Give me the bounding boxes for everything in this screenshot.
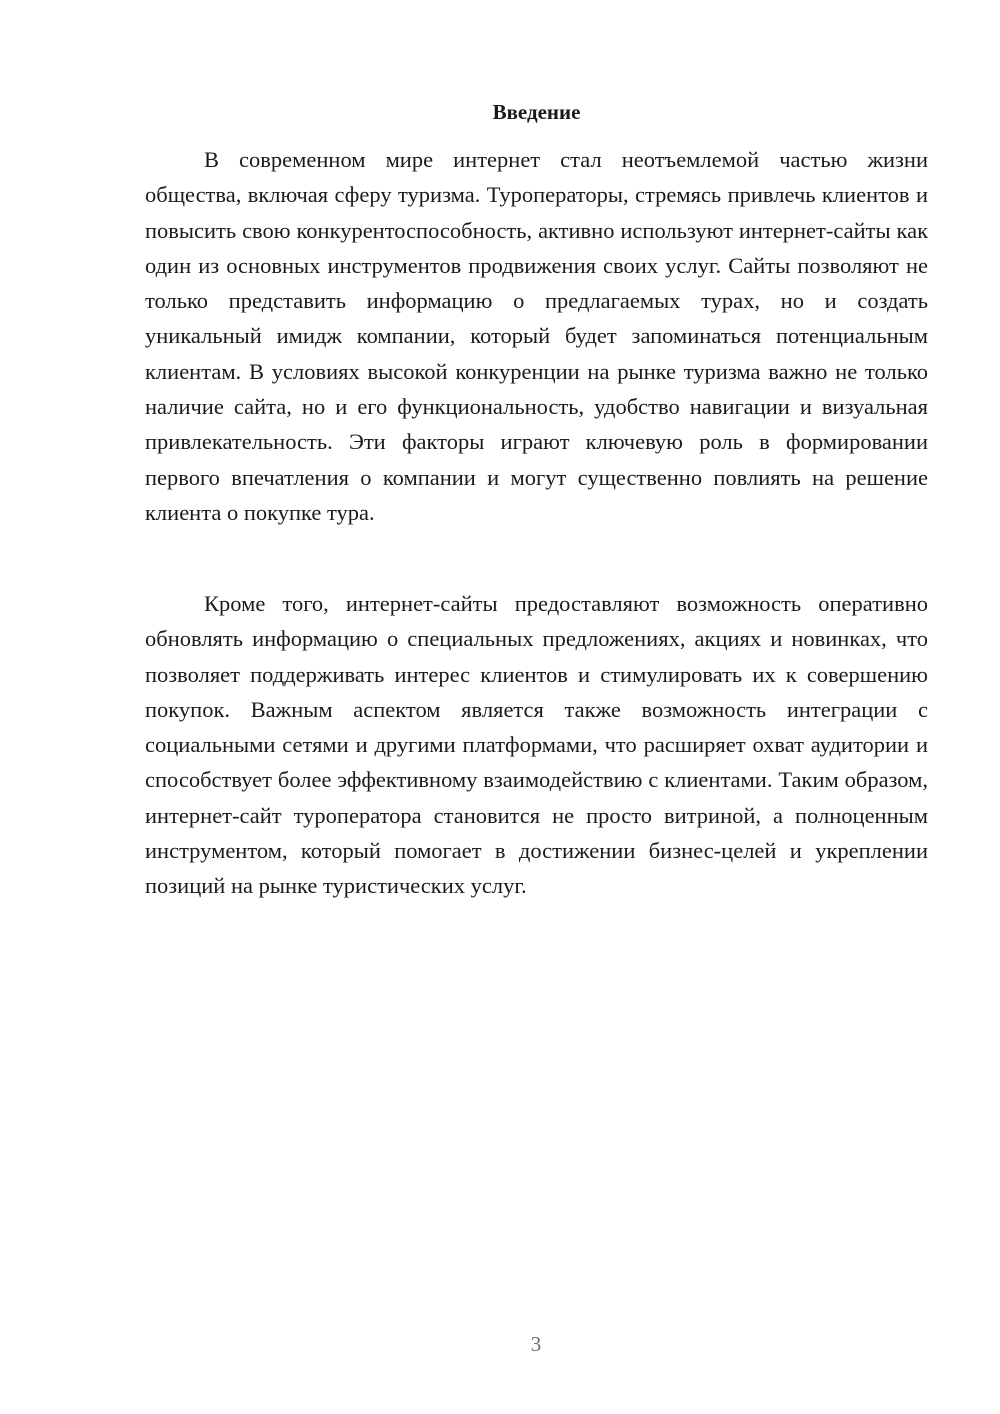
paragraph-2: Кроме того, интернет-сайты предоставляют возможность оперативно обновлять информацию о специальных предложениях, акциях и новинках, что позволяет поддерживать интерес клиентов и стимулировать их к совершению покупок. Важным аспектом является также возможность интеграции с социальными сетями и другими платформами, что расширяет охват аудитории и способствует более эффективному взаимодействию с клиентами. Таким образом, интернет-сайт туроператора становится не просто витриной, а полноценным инструментом, который помогает в достижении бизнес-целей и укреплении позиций на рынке туристических услуг.	[145, 591, 928, 899]
paragraph-1: В современном мире интернет стал неотъемлемой частью жизни общества, включая сферу туризма. Туроператоры, стремясь привлечь клиентов и повысить свою конкурентоспособность, активно используют интернет-сайты как один из основных инструментов продвижения своих услуг. Сайты позволяют не только представить информацию о предлагаемых турах, но и создать уникальный имидж компании, который будет запоминаться потенциальным клиентам. В условиях высокой конкуренции на рынке туризма важно не только наличие сайта, но и его функциональность, удобство навигации и визуальная привлекательность. Эти факторы играют ключевую роль в формировании первого впечатления о компании и могут существенно повлиять на решение клиента о покупке тура.	[145, 147, 928, 525]
page-number: 3	[530, 1332, 542, 1356]
section-title: Введение	[492, 100, 581, 124]
